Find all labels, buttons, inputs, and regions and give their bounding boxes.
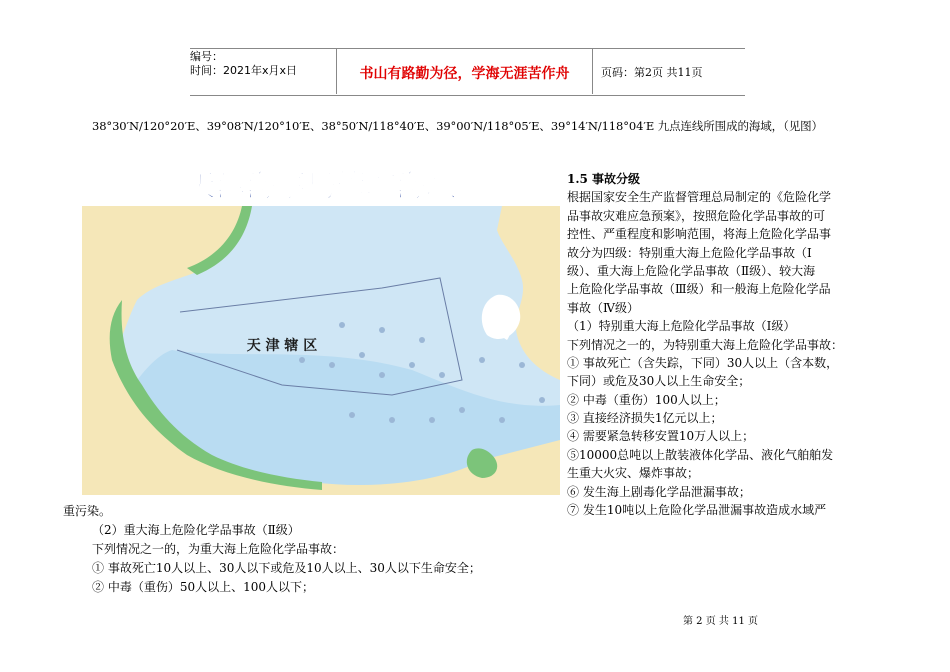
jurisdiction-map — [82, 160, 560, 495]
header-number: 编号： — [190, 50, 223, 63]
coordinates-text: 38°30′N/120°20′E、39°08′N/120°10′E、38°50′N/118°40′E、39°00′N/118°05′E、39°14′N/118°04′E 九点连线所围成的海域，（见图） — [92, 119, 823, 133]
section-line: ④ 需要紧急转移安置10万人以上； — [567, 429, 755, 444]
section-line: （1）特别重大海上危险化学品事故（Ⅰ级） — [567, 319, 796, 334]
bottom-line-4: ① 事故死亡10人以上、30人以下或危及10人以上、30人以下生命安全； — [92, 561, 481, 575]
section-line: 级）、重大海上危险化学品事故（Ⅱ级）、较大海 — [567, 263, 816, 278]
section-line: ② 中毒（重伤）100人以上； — [567, 392, 726, 407]
section-line: ③ 直接经济损失1亿元以上； — [567, 411, 723, 426]
section-line: 控性、严重程度和影响范围，将海上危险化学品事 — [567, 227, 832, 242]
section-line: 下同）或危及30人以上生命安全； — [567, 374, 751, 389]
bottom-line-1: 重污染。 — [63, 504, 112, 518]
section-line: 品事故灾难应急预案》，按照危险化学品事故的可 — [567, 208, 826, 223]
section-line: 上危险化学品事故（Ⅲ级）和一般海上危险化学品 — [567, 282, 831, 297]
section-line: ⑤10000总吨以上散装液体化学品、液化气舶舶发 — [567, 447, 834, 462]
header-page-number: 页码：第2页 共11页 — [601, 66, 703, 79]
section-line: 事故（Ⅳ级） — [567, 300, 639, 315]
section-heading: 1.5 事故分级 — [567, 172, 641, 186]
section-1-5 — [567, 170, 882, 519]
header-motto: 书山有路勤为径，学海无涯苦作舟 — [359, 66, 570, 82]
page-footer: 第 2 页 共 11 页 — [683, 616, 758, 627]
bottom-line-2: （2）重大海上危险化学品事故（Ⅱ级） — [92, 523, 300, 537]
section-line: 故分为四级：特别重大海上危险化学品事故（Ⅰ — [567, 245, 812, 260]
map-title: 天津海事局管辖海域 — [186, 169, 456, 204]
section-line: ① 事故死亡（含失踪，下同）30人以上（含本数， — [567, 355, 839, 370]
section-line: ⑦ 发生10吨以上危险化学品泄漏事故造成水域严 — [567, 503, 827, 518]
header-meta — [190, 50, 297, 78]
header-time: 时间：2021年x月x日 — [190, 64, 298, 77]
bottom-line-5: ② 中毒（重伤）50人以上、100人以下； — [92, 580, 314, 594]
section-line: ⑥ 发生海上剧毒化学品泄漏事故； — [567, 484, 751, 499]
section-line: 生重大火灾、爆炸事故； — [567, 466, 700, 481]
bottom-line-3: 下列情况之一的，为重大海上危险化学品事故： — [92, 542, 345, 556]
map-graphic — [82, 160, 560, 495]
zone-label: 天 津 辖 区 — [246, 338, 318, 354]
section-line: 下列情况之一的，为特别重大海上危险化学品事故： — [567, 337, 844, 352]
section-line: 根据国家安全生产监督管理总局制定的《危险化学 — [567, 190, 832, 205]
